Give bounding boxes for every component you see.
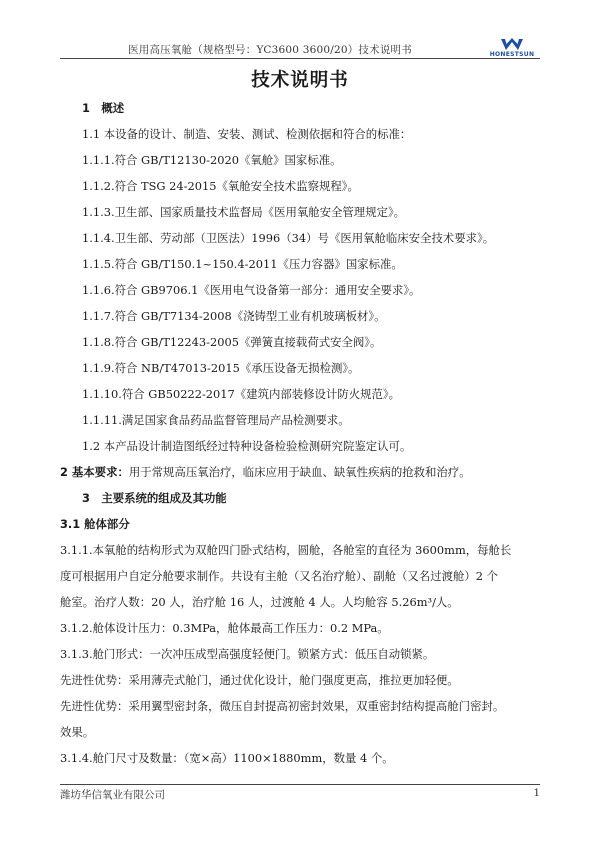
item-3-1-3: 3.1.3.舱门形式：一次冲压成型高强度轻便门。锁紧方式：低压自动锁紧。 (60, 647, 435, 661)
company-logo (484, 38, 540, 60)
running-header: 医用高压氧舱（规格型号：YC3600 3600/20）技术说明书 (128, 44, 412, 56)
item-1-1-4: 1.1.4.卫生部、劳动部（卫医法）1996（34）号《医用氧舱临床安全技术要求》。 (82, 231, 495, 245)
item-3-1-4: 3.1.4.舱门尺寸及数量：（宽×高）1100×1880mm，数量 4 个。 (60, 751, 394, 765)
item-1-1-1: 1.1.1.符合 GB/T12130-2020《氧舱》国家标准。 (82, 153, 342, 167)
logo-text: HONESTSUN (489, 51, 535, 58)
item-1-1-9: 1.1.9.符合 NB/T47013-2015《承压设备无损检测》。 (82, 361, 360, 375)
item-1-1-7: 1.1.7.符合 GB/T7134-2008《浇铸型工业有机玻璃板材》。 (82, 309, 386, 323)
advantage-1: 先进性优势：采用薄壳式舱门，通过优化设计，舱门强度更高，推拉更加轻便。 (60, 673, 459, 687)
section-2-text: 用于常规高压氧治疗，临床应用于缺血、缺氧性疾病的抢救和治疗。 (128, 465, 471, 479)
item-1-1-5: 1.1.5.符合 GB/T150.1~150.4-2011《压力容器》国家标准。 (82, 257, 403, 271)
paragraph-1-1: 1.1 本设备的设计、制造、安装、测试、检测依据和符合的标准： (82, 127, 412, 141)
item-1-1-3: 1.1.3.卫生部、国家质量技术监督局《医用氧舱安全管理规定》。 (82, 205, 406, 219)
item-3-1-1-line-2: 度可根据用户自定分舱要求制作。共设有主舱（又名治疗舱）、副舱（又名过渡舱）2 个 (60, 569, 499, 583)
paragraph-1-2: 1.2 本产品设计制造图纸经过特种设备检验检测研究院鉴定认可。 (82, 439, 412, 453)
section-3-heading: 3 主要系统的组成及其功能 (82, 491, 227, 505)
item-1-1-2: 1.1.2.符合 TSG 24-2015《氧舱安全技术监察规程》。 (82, 179, 359, 193)
section-3-1-heading: 3.1 舱体部分 (60, 517, 130, 531)
item-3-1-1-line-1: 3.1.1.本氧舱的结构形式为双舱四门卧式结构，圆舱，各舱室的直径为 3600mm，每舱长 (60, 543, 512, 557)
page-number: 1 (533, 787, 540, 799)
section-2-label: 2 基本要求： (60, 465, 129, 479)
footer-company: 潍坊华信氧业有限公司 (60, 789, 165, 801)
advantage-2-line-1: 先进性优势：采用翼型密封条，微压自封提高初密封效果，双重密封结构提高舱门密封。 (60, 699, 505, 713)
section-1-heading: 1 概述 (82, 101, 125, 115)
footer-divider (60, 784, 540, 785)
item-1-1-10: 1.1.10.符合 GB50222-2017《建筑内部装修设计防火规范》。 (82, 387, 400, 401)
header-divider (60, 58, 540, 59)
logo-mark-icon (500, 38, 524, 51)
section-2 (60, 464, 538, 480)
document-title: 技术说明书 (251, 70, 349, 91)
item-3-1-1-line-3: 舱室。治疗人数：20 人，治疗舱 16 人，过渡舱 4 人。人均舱容 5.26m³/人。 (60, 595, 459, 609)
advantage-2-line-2: 效果。 (60, 725, 95, 739)
item-3-1-2: 3.1.2.舱体设计压力：0.3MPa，舱体最高工作压力：0.2 MPa。 (60, 621, 389, 635)
item-1-1-11: 1.1.11.满足国家食品药品监督管理局产品检测要求。 (82, 413, 350, 427)
item-1-1-6: 1.1.6.符合 GB9706.1《医用电气设备第一部分：通用安全要求》。 (82, 283, 421, 297)
item-1-1-8: 1.1.8.符合 GB/T12243-2005《弹簧直接载荷式安全阀》。 (82, 335, 382, 349)
